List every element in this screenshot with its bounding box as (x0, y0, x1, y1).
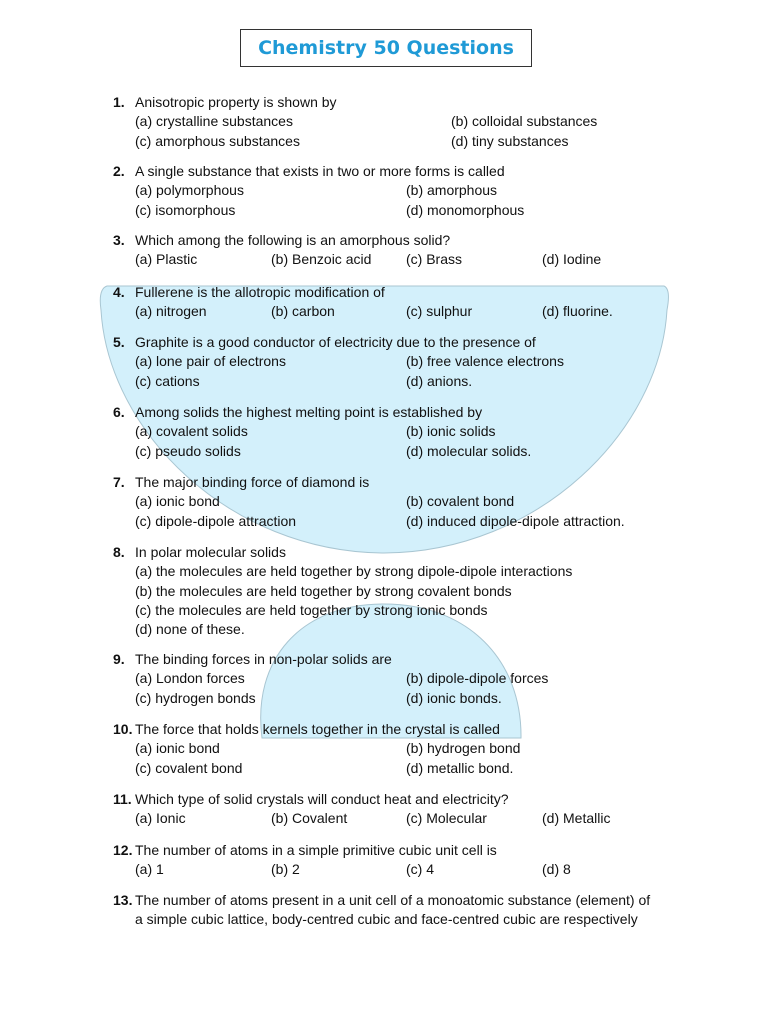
answer-option: (c) hydrogen bonds (135, 689, 256, 706)
answer-option: (d) Metallic (542, 810, 611, 827)
option-row (113, 620, 693, 639)
question-text: Among solids the highest melting point is established by (135, 404, 483, 420)
answer-option: (d) ionic bonds. (406, 689, 502, 706)
answer-option: (d) monomorphous (406, 201, 525, 218)
question-line (113, 231, 693, 250)
question-text: The number of atoms in a simple primitive cubic unit cell is (135, 842, 497, 858)
option-row (113, 112, 693, 131)
option-row (113, 512, 693, 531)
question-line (113, 283, 693, 302)
answer-option: (d) anions. (406, 372, 473, 389)
option-row (113, 442, 693, 461)
option-row (113, 562, 693, 581)
question-number: 8. (113, 544, 125, 560)
answer-option: (c) Molecular (406, 810, 487, 827)
answer-option: (a) Plastic (135, 251, 198, 268)
question-text: a simple cubic lattice, body-centred cubic and face-centred cubic are respectively (135, 911, 638, 928)
question-item (113, 283, 693, 322)
question-item (113, 93, 693, 151)
answer-option: (a) lone pair of electrons (135, 353, 286, 370)
question-item (113, 473, 693, 531)
answer-option: (d) none of these. (135, 621, 245, 638)
question-line (113, 543, 693, 562)
answer-option: (c) 4 (406, 861, 434, 878)
question-text: The binding forces in non-polar solids are (135, 651, 392, 667)
question-text: The number of atoms present in a unit cell of a monoatomic substance (element) of (135, 892, 651, 908)
answer-option: (d) tiny substances (451, 132, 569, 149)
title-box (240, 29, 532, 67)
answer-option: (b) colloidal substances (451, 113, 598, 130)
question-number: 9. (113, 651, 125, 667)
answer-option: (a) ionic bond (135, 740, 220, 757)
answer-option: (d) molecular solids. (406, 442, 532, 459)
question-item (113, 720, 693, 778)
option-row (113, 582, 693, 601)
question-line (113, 910, 693, 929)
answer-option: (b) Covalent (271, 810, 348, 827)
option-row (113, 669, 693, 688)
question-item (113, 333, 693, 391)
option-row (113, 759, 693, 778)
answer-option: (b) 2 (271, 861, 300, 878)
answer-option: (a) crystalline substances (135, 113, 293, 130)
answer-option: (c) pseudo solids (135, 442, 241, 459)
answer-option: (b) the molecules are held together by strong covalent bonds (135, 582, 512, 599)
question-line (113, 93, 693, 112)
question-line (113, 473, 693, 492)
question-text: Which among the following is an amorphous solid? (135, 232, 451, 248)
question-line (113, 403, 693, 422)
question-text: Which type of solid crystals will conduct heat and electricity? (135, 791, 509, 807)
question-number: 7. (113, 474, 125, 490)
option-row (113, 201, 693, 220)
question-text: The force that holds kernels together in the crystal is called (135, 721, 500, 737)
question-item (113, 650, 693, 708)
question-text: Anisotropic property is shown by (135, 94, 337, 110)
question-number: 3. (113, 232, 125, 248)
answer-option: (b) Benzoic acid (271, 251, 372, 268)
option-row (113, 372, 693, 391)
answer-option: (c) dipole-dipole attraction (135, 512, 297, 529)
answer-option: (c) isomorphous (135, 201, 236, 218)
answer-option: (b) covalent bond (406, 493, 515, 510)
question-line (113, 333, 693, 352)
option-row (113, 132, 693, 151)
question-number: 12. (113, 842, 133, 858)
answer-option: (c) covalent bond (135, 759, 243, 776)
question-text: A single substance that exists in two or more forms is called (135, 163, 505, 179)
question-number: 5. (113, 334, 125, 350)
question-line (113, 162, 693, 181)
option-row (113, 250, 693, 269)
option-row (113, 860, 693, 879)
answer-option: (d) 8 (542, 861, 571, 878)
answer-option: (b) amorphous (406, 182, 498, 199)
option-row (113, 809, 693, 828)
question-number: 10. (113, 721, 133, 737)
answer-option: (a) polymorphous (135, 182, 244, 199)
answer-option: (b) hydrogen bond (406, 740, 521, 757)
option-row (113, 601, 693, 620)
answer-option: (a) ionic bond (135, 493, 220, 510)
question-number: 1. (113, 94, 125, 110)
answer-option: (b) ionic solids (406, 423, 496, 440)
question-line (113, 720, 693, 739)
answer-option: (a) Ionic (135, 810, 186, 827)
option-row (113, 422, 693, 441)
question-text: The major binding force of diamond is (135, 474, 370, 490)
question-number: 13. (113, 892, 133, 908)
question-number: 2. (113, 163, 125, 179)
question-text: Fullerene is the allotropic modification of (135, 284, 385, 300)
option-row (113, 689, 693, 708)
question-line (113, 891, 693, 910)
question-item (113, 790, 693, 829)
answer-option: (d) induced dipole-dipole attraction. (406, 512, 625, 529)
answer-option: (c) sulphur (406, 303, 473, 320)
question-item (113, 231, 693, 270)
question-item (113, 891, 693, 930)
answer-option: (a) London forces (135, 670, 245, 687)
option-row (113, 181, 693, 200)
answer-option: (c) amorphous substances (135, 132, 300, 149)
answer-option: (d) fluorine. (542, 303, 613, 320)
page-title: Chemistry 50 Questions (258, 37, 514, 59)
question-number: 11. (113, 791, 132, 807)
answer-option: (a) 1 (135, 861, 164, 878)
answer-option: (a) covalent solids (135, 423, 248, 440)
option-row (113, 352, 693, 371)
answer-option: (a) the molecules are held together by strong dipole-dipole interactions (135, 563, 573, 580)
answer-option: (a) nitrogen (135, 303, 207, 320)
option-row (113, 492, 693, 511)
answer-option: (b) carbon (271, 303, 335, 320)
question-line (113, 841, 693, 860)
question-text: Graphite is a good conductor of electricity due to the presence of (135, 334, 536, 350)
answer-option: (d) metallic bond. (406, 759, 514, 776)
answer-option: (c) cations (135, 372, 200, 389)
question-text: In polar molecular solids (135, 544, 286, 560)
answer-option: (c) Brass (406, 251, 462, 268)
option-row (113, 739, 693, 758)
question-number: 4. (113, 284, 125, 300)
answer-option: (b) free valence electrons (406, 353, 564, 370)
answer-option: (c) the molecules are held together by strong ionic bonds (135, 601, 488, 618)
question-item (113, 841, 693, 880)
question-line (113, 790, 693, 809)
question-line (113, 650, 693, 669)
answer-option: (b) dipole-dipole forces (406, 670, 549, 687)
question-number: 6. (113, 404, 125, 420)
answer-option: (d) Iodine (542, 251, 602, 268)
question-item (113, 162, 693, 220)
question-item (113, 543, 693, 639)
option-row (113, 302, 693, 321)
question-item (113, 403, 693, 461)
